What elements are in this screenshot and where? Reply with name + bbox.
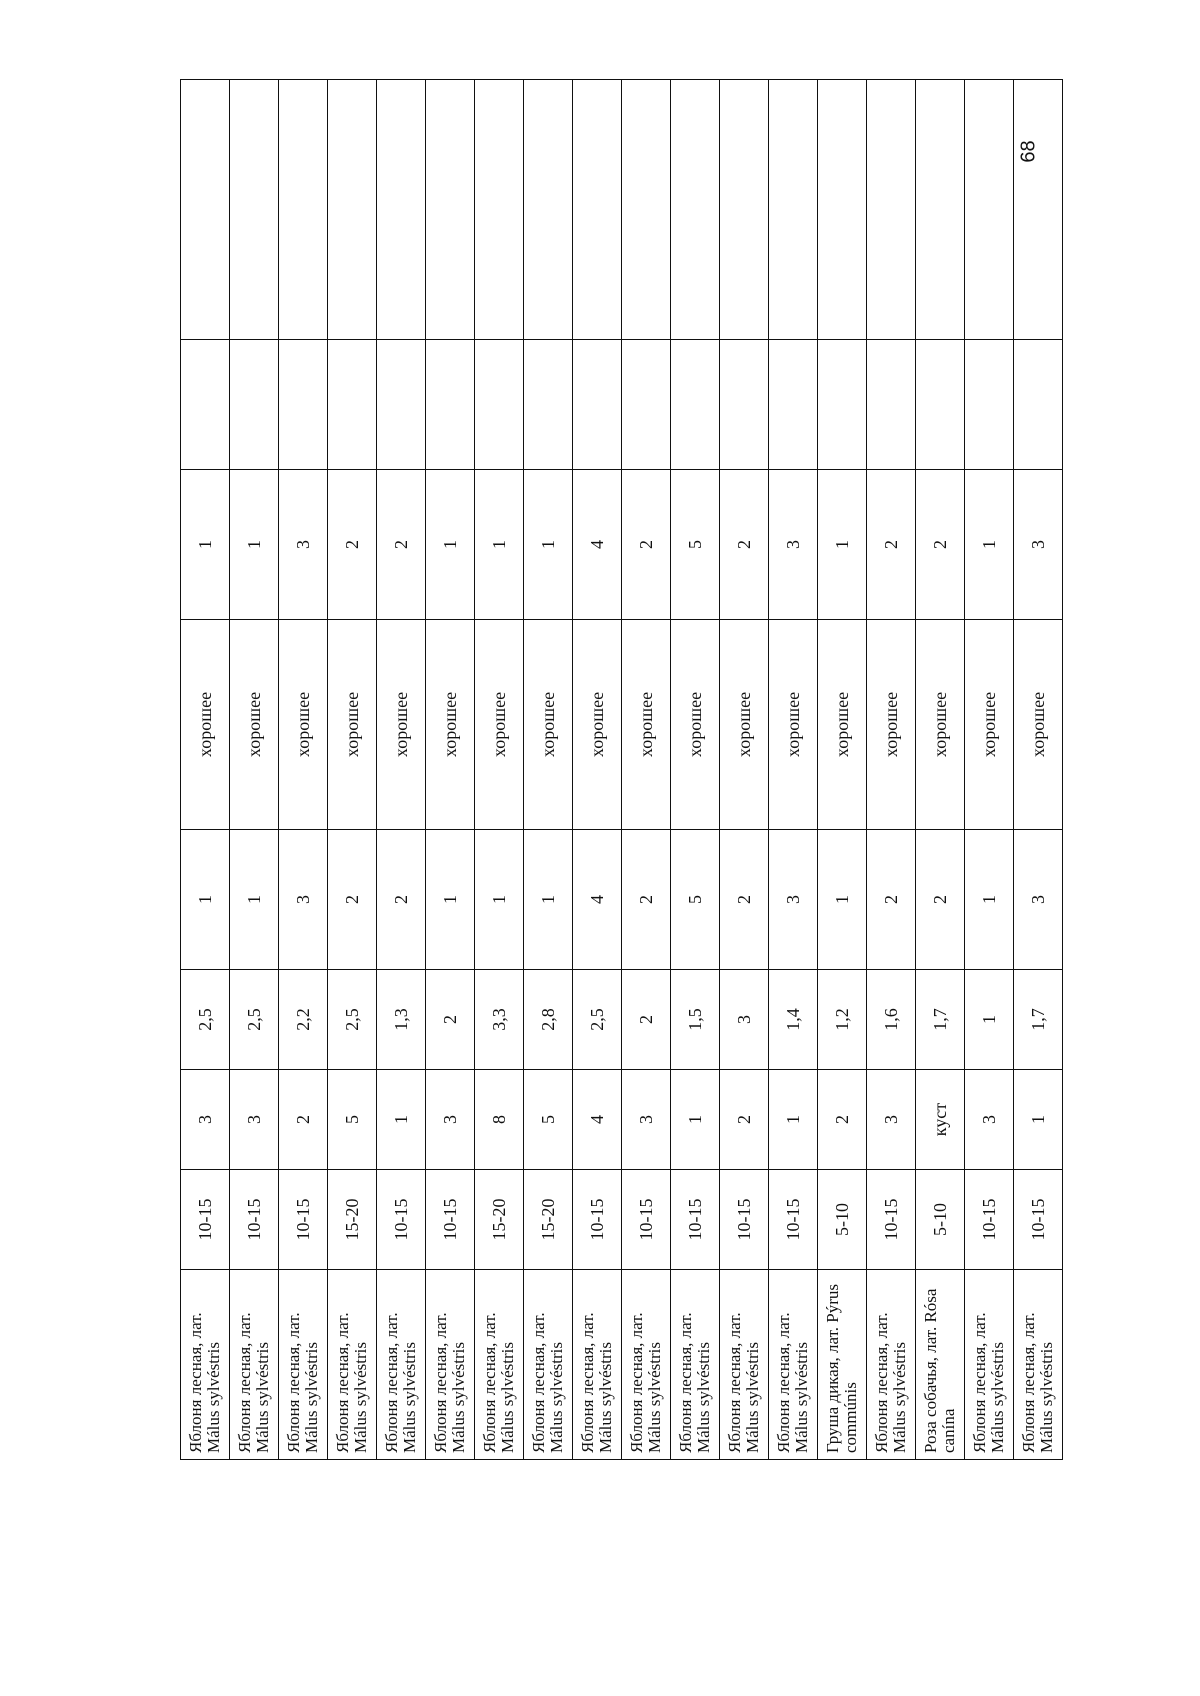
page-number: 68 [1017,140,1040,163]
cell-note [965,340,1014,470]
cell-species-name: Яблоня лесная, лат. Málus sylvéstris [671,1270,720,1460]
cell-age: 10-15 [671,1170,720,1270]
cell-count: 5 [524,1070,573,1170]
cell-extra [573,80,622,340]
table-row [573,80,622,1460]
cell-species-name: Яблоня лесная, лат. Málus sylvéstris [573,1270,622,1460]
cell-rank: 1 [818,830,867,970]
table-row [377,80,426,1460]
cell-species-name: Яблоня лесная, лат. Málus sylvéstris [475,1270,524,1460]
cell-count: 2 [818,1070,867,1170]
cell-age: 10-15 [181,1170,230,1270]
cell-count: 1 [1014,1070,1063,1170]
cell-height: 2,5 [230,970,279,1070]
cell-extra [769,80,818,340]
cell-rank: 3 [1014,830,1063,970]
cell-rank-2: 2 [328,470,377,620]
cell-age: 10-15 [1014,1170,1063,1270]
cell-extra [867,80,916,340]
cell-rank: 2 [328,830,377,970]
cell-note [867,340,916,470]
cell-note [426,340,475,470]
cell-age: 10-15 [573,1170,622,1270]
cell-species-name: Яблоня лесная, лат. Málus sylvéstris [230,1270,279,1460]
cell-extra [230,80,279,340]
table-row [426,80,475,1460]
cell-rank-2: 5 [671,470,720,620]
cell-note [671,340,720,470]
cell-note [181,340,230,470]
cell-count: 8 [475,1070,524,1170]
cell-rank-2: 3 [279,470,328,620]
cell-note [818,340,867,470]
cell-height: 3 [720,970,769,1070]
cell-age: 5-10 [916,1170,965,1270]
cell-age: 10-15 [769,1170,818,1270]
cell-species-name: Яблоня лесная, лат. Málus sylvéstris [720,1270,769,1460]
cell-note [573,340,622,470]
cell-age: 10-15 [622,1170,671,1270]
cell-species-name: Яблоня лесная, лат. Málus sylvéstris [524,1270,573,1460]
cell-condition: хорошее [524,620,573,830]
cell-rank-2: 1 [965,470,1014,620]
cell-species-name: Яблоня лесная, лат. Málus sylvéstris [279,1270,328,1460]
cell-species-name: Яблоня лесная, лат. Málus sylvéstris [867,1270,916,1460]
cell-condition: хорошее [916,620,965,830]
cell-height: 2,5 [181,970,230,1070]
cell-rank: 1 [181,830,230,970]
cell-extra [475,80,524,340]
cell-height: 1,4 [769,970,818,1070]
table-row [622,80,671,1460]
cell-count: куст [916,1070,965,1170]
table-row [965,80,1014,1460]
cell-rank-2: 2 [720,470,769,620]
cell-count: 1 [377,1070,426,1170]
cell-height: 1 [965,970,1014,1070]
cell-note [328,340,377,470]
cell-rank: 3 [279,830,328,970]
cell-note [916,340,965,470]
cell-rank: 1 [965,830,1014,970]
cell-count: 4 [573,1070,622,1170]
table-row [524,80,573,1460]
cell-species-name: Яблоня лесная, лат. Málus sylvéstris [965,1270,1014,1460]
cell-species-name: Яблоня лесная, лат. Málus sylvéstris [328,1270,377,1460]
cell-count: 3 [426,1070,475,1170]
cell-count: 5 [328,1070,377,1170]
cell-age: 15-20 [328,1170,377,1270]
table-row [475,80,524,1460]
cell-species-name: Яблоня лесная, лат. Málus sylvéstris [769,1270,818,1460]
cell-age: 10-15 [426,1170,475,1270]
cell-age: 5-10 [818,1170,867,1270]
cell-count: 1 [671,1070,720,1170]
cell-age: 15-20 [475,1170,524,1270]
cell-extra [328,80,377,340]
cell-rank: 2 [867,830,916,970]
cell-height: 3,3 [475,970,524,1070]
cell-rank: 4 [573,830,622,970]
cell-note [720,340,769,470]
cell-extra [181,80,230,340]
cell-note [622,340,671,470]
cell-condition: хорошее [377,620,426,830]
table-row [671,80,720,1460]
cell-age: 10-15 [867,1170,916,1270]
cell-count: 3 [230,1070,279,1170]
cell-extra [622,80,671,340]
cell-condition: хорошее [230,620,279,830]
cell-extra [671,80,720,340]
cell-condition: хорошее [279,620,328,830]
cell-note [1014,340,1063,470]
cell-count: 3 [867,1070,916,1170]
cell-rank-2: 1 [230,470,279,620]
table-row [867,80,916,1460]
cell-height: 2 [622,970,671,1070]
table-row [818,80,867,1460]
cell-note [279,340,328,470]
table-row [230,80,279,1460]
cell-height: 2,5 [328,970,377,1070]
cell-count: 2 [720,1070,769,1170]
cell-extra [1014,80,1063,340]
cell-age: 10-15 [279,1170,328,1270]
cell-condition: хорошее [328,620,377,830]
cell-height: 2,8 [524,970,573,1070]
cell-condition: хорошее [671,620,720,830]
cell-height: 2,2 [279,970,328,1070]
cell-species-name: Яблоня лесная, лат. Málus sylvéstris [1014,1270,1063,1460]
cell-species-name: Яблоня лесная, лат. Málus sylvéstris [377,1270,426,1460]
cell-count: 3 [622,1070,671,1170]
cell-extra [965,80,1014,340]
cell-rank-2: 2 [916,470,965,620]
cell-condition: хорошее [426,620,475,830]
cell-species-name: Яблоня лесная, лат. Málus sylvéstris [622,1270,671,1460]
cell-age: 10-15 [377,1170,426,1270]
cell-note [230,340,279,470]
cell-note [475,340,524,470]
cell-rank-2: 4 [573,470,622,620]
cell-count: 3 [965,1070,1014,1170]
table-body [181,80,1063,1460]
cell-rank: 1 [524,830,573,970]
cell-note [524,340,573,470]
cell-condition: хорошее [1014,620,1063,830]
cell-rank: 2 [622,830,671,970]
cell-species-name: Роза собачья, лат. Rósa canína [916,1270,965,1460]
cell-note [377,340,426,470]
cell-count: 1 [769,1070,818,1170]
cell-extra [426,80,475,340]
cell-condition: хорошее [769,620,818,830]
table-row [916,80,965,1460]
species-table [180,79,1063,1460]
table-row [1014,80,1063,1460]
cell-rank: 1 [230,830,279,970]
cell-rank-2: 2 [622,470,671,620]
cell-height: 1,3 [377,970,426,1070]
cell-species-name: Яблоня лесная, лат. Málus sylvéstris [426,1270,475,1460]
cell-age: 10-15 [965,1170,1014,1270]
cell-age: 10-15 [720,1170,769,1270]
cell-rank-2: 1 [181,470,230,620]
cell-condition: хорошее [818,620,867,830]
cell-height: 1,7 [916,970,965,1070]
cell-rank-2: 1 [524,470,573,620]
cell-height: 1,6 [867,970,916,1070]
cell-condition: хорошее [475,620,524,830]
cell-rank: 2 [377,830,426,970]
cell-height: 1,7 [1014,970,1063,1070]
cell-condition: хорошее [622,620,671,830]
cell-rank-2: 1 [426,470,475,620]
cell-rank-2: 3 [769,470,818,620]
cell-note [769,340,818,470]
cell-rank-2: 2 [377,470,426,620]
cell-rank: 2 [916,830,965,970]
cell-condition: хорошее [720,620,769,830]
cell-extra [377,80,426,340]
table-row [181,80,230,1460]
cell-height: 1,5 [671,970,720,1070]
cell-extra [818,80,867,340]
cell-rank-2: 3 [1014,470,1063,620]
cell-extra [720,80,769,340]
cell-condition: хорошее [867,620,916,830]
cell-condition: хорошее [573,620,622,830]
cell-rank-2: 1 [475,470,524,620]
table-row [720,80,769,1460]
cell-rank-2: 2 [867,470,916,620]
cell-extra [524,80,573,340]
table-row [769,80,818,1460]
table-row [328,80,377,1460]
cell-species-name: Яблоня лесная, лат. Málus sylvéstris [181,1270,230,1460]
cell-rank: 2 [720,830,769,970]
cell-condition: хорошее [965,620,1014,830]
cell-rank-2: 1 [818,470,867,620]
cell-age: 10-15 [230,1170,279,1270]
cell-height: 1,2 [818,970,867,1070]
cell-extra [279,80,328,340]
cell-count: 2 [279,1070,328,1170]
cell-height: 2 [426,970,475,1070]
table-row [279,80,328,1460]
cell-age: 15-20 [524,1170,573,1270]
cell-count: 3 [181,1070,230,1170]
cell-rank: 3 [769,830,818,970]
cell-species-name: Груша дикая, лат. Pýrus commúnis [818,1270,867,1460]
cell-height: 2,5 [573,970,622,1070]
cell-condition: хорошее [181,620,230,830]
cell-rank: 1 [426,830,475,970]
cell-extra [916,80,965,340]
cell-rank: 5 [671,830,720,970]
cell-rank: 1 [475,830,524,970]
